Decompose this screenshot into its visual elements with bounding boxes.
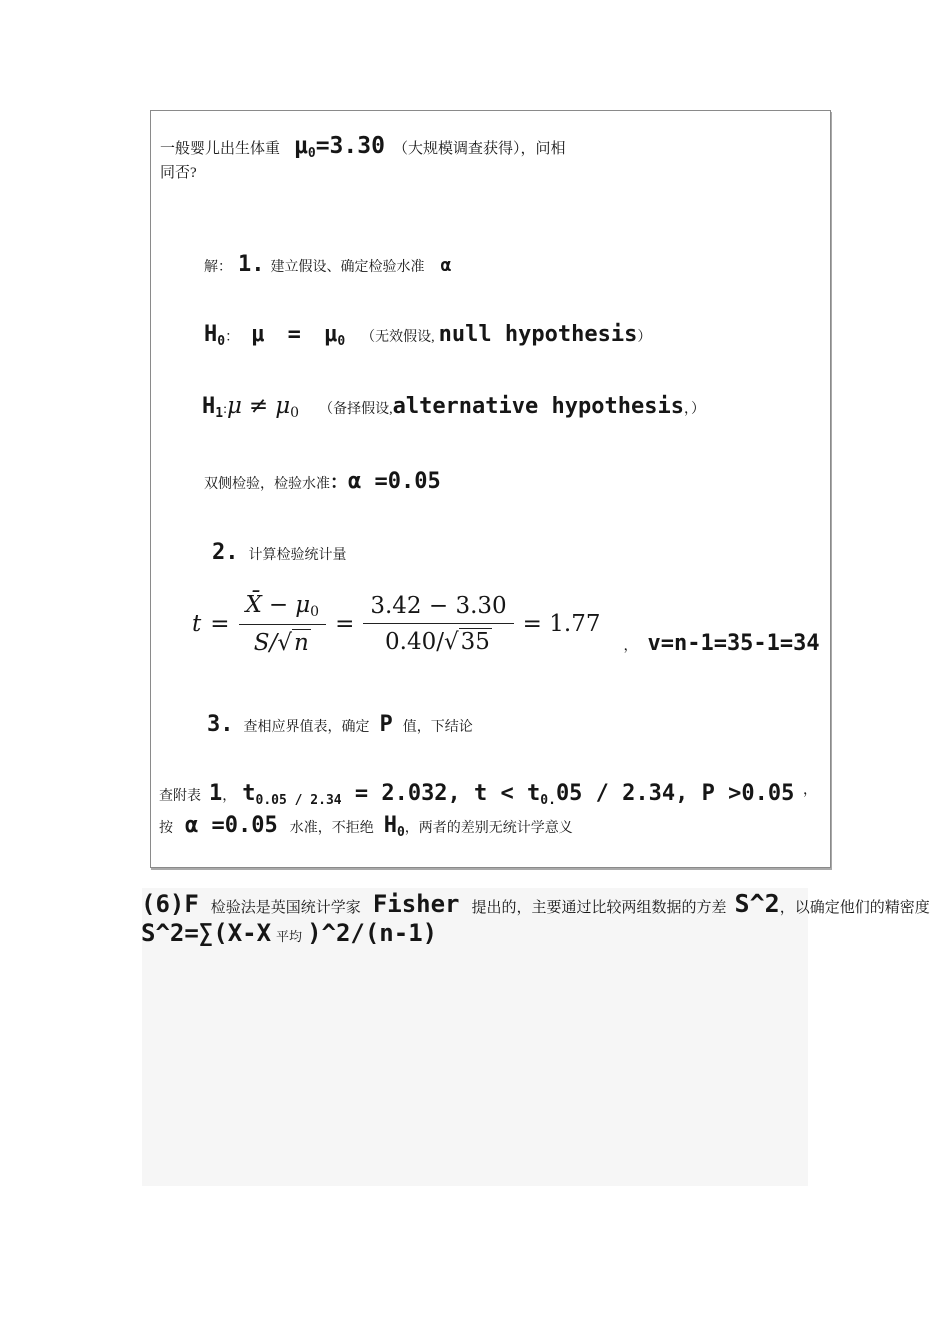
problem-text-line2: 同否? xyxy=(160,165,197,181)
minus-sign: − xyxy=(268,592,289,618)
numeric-numerator: 3.42 − 3.30 xyxy=(363,593,513,624)
solution-label: 解： xyxy=(204,260,232,275)
df-value: v=n-1=35-1=34 xyxy=(647,631,820,656)
t-statistic-formula xyxy=(192,592,820,656)
step1-text: 建立假设、确定检验水准 xyxy=(270,260,425,275)
mu-value: =3.30 xyxy=(315,133,385,159)
f-test-chinese1: 检验法是英国统计学家 xyxy=(210,900,361,916)
numeric-fraction xyxy=(363,593,513,655)
conclusion-alpha: α =0.05 xyxy=(185,813,278,838)
formula-mu-subscript: 0 xyxy=(310,604,320,620)
h1-subscript: 1 xyxy=(215,406,224,421)
numeric-denominator: 0.40/ xyxy=(385,629,445,655)
two-sided-colon: ： xyxy=(330,472,348,492)
problem-suffix: （大规模调查获得），问相 xyxy=(392,141,566,157)
formula-t: t xyxy=(192,611,202,637)
sqrt-35: 35 xyxy=(460,629,490,655)
fisher-name: Fisher xyxy=(372,890,460,918)
t-value-result: = 1.77 xyxy=(522,611,601,637)
step2-heading xyxy=(212,540,347,565)
step3-heading xyxy=(207,712,473,737)
h0-close-paren: ） xyxy=(637,330,652,345)
s-squared-symbol: S^2 xyxy=(734,889,780,918)
hypothesis-h0 xyxy=(204,322,651,349)
t2-subscript: 0. xyxy=(540,793,556,808)
f-test-chinese3: 以确定他们的精密度 xyxy=(794,900,930,916)
not-equal-sign: ≠ xyxy=(248,393,269,419)
h0-colon: ： xyxy=(225,330,240,345)
sqrt-symbol: √ xyxy=(277,630,292,656)
step3-text-before: 查相应界值表，确定 xyxy=(243,720,370,735)
trailing-comma: ， xyxy=(803,783,817,798)
degrees-of-freedom xyxy=(623,631,819,656)
x-bar: X̄ xyxy=(245,592,262,618)
variance-formula xyxy=(141,919,437,947)
conclusion-line xyxy=(159,813,573,840)
h0-subscript: 0 xyxy=(217,334,226,349)
h0-expression: μ = μ xyxy=(251,322,338,347)
step3-number: 3. xyxy=(207,712,234,737)
lookup-comma: ， xyxy=(222,789,237,804)
h1-colon: : xyxy=(223,402,227,417)
alpha-symbol: α xyxy=(440,255,452,276)
h1-letter: H xyxy=(202,394,216,419)
hypothesis-h1 xyxy=(202,393,705,421)
step2-text: 计算检验统计量 xyxy=(248,548,347,563)
alpha-level-value: α =0.05 xyxy=(348,469,441,494)
variance-formula-left: S^2=∑(X-X xyxy=(141,919,272,947)
sqrt-symbol: √ xyxy=(444,629,459,655)
t-critical: t xyxy=(242,781,256,806)
p-value-comparison: 05 / 2.34, P >0.05 xyxy=(555,781,795,806)
s-over: S/ xyxy=(253,630,278,656)
conclusion-h0-subscript: 0 xyxy=(396,825,405,840)
sqrt-n: n xyxy=(293,630,309,656)
appendix-table-number: 1 xyxy=(209,781,223,806)
h1-mu2-subscript: 0 xyxy=(290,405,300,421)
conclusion-h0: H xyxy=(383,813,397,838)
h1-mu1: μ xyxy=(226,393,242,419)
h1-english-term: alternative hypothesis xyxy=(392,394,684,419)
equals-sign: = xyxy=(210,611,230,637)
p-symbol: P xyxy=(379,712,393,737)
table-lookup-line xyxy=(159,781,794,808)
step2-number: 2. xyxy=(212,540,239,565)
h0-chinese-note: （无效假设, xyxy=(361,330,435,345)
f-test-paragraph xyxy=(141,889,930,918)
variance-formula-right: )^2/(n-1) xyxy=(307,919,438,947)
item-6-f-label: (6)F xyxy=(141,890,199,918)
conclusion-prefix: 按 xyxy=(159,821,173,836)
equals-sign: = xyxy=(335,611,355,637)
h0-english-term: null hypothesis xyxy=(438,322,638,347)
conclusion-middle: 水准，不拒绝 xyxy=(289,821,374,836)
step3-text-after: 值，下结论 xyxy=(402,720,473,735)
mean-label: 平均 xyxy=(276,929,303,944)
conclusion-suffix: ，两者的差别无统计学意义 xyxy=(404,821,573,836)
f-test-chinese2: 提出的，主要通过比较两组数据的方差 xyxy=(471,900,727,916)
mu-subscript: 0 xyxy=(307,146,316,161)
problem-text-line1 xyxy=(160,133,565,161)
problem-prefix: 一般婴儿出生体重 xyxy=(160,141,281,157)
lookup-comparison: = 2.032, t < t xyxy=(341,781,541,806)
df-comma: ， xyxy=(623,639,638,654)
h1-comma: ， xyxy=(683,402,691,417)
mu-symbol: μ xyxy=(294,133,308,159)
h1-chinese-note: （备择假设, xyxy=(319,402,393,417)
step1-number: 1. xyxy=(238,252,265,277)
solution-step1 xyxy=(204,252,451,277)
h0-letter: H xyxy=(204,322,218,347)
two-sided-test-line xyxy=(204,468,441,494)
h0-expression-subscript: 0 xyxy=(337,334,346,349)
f-test-comma: ， xyxy=(779,900,795,916)
h1-mu2: μ xyxy=(275,393,291,419)
formula-mu: μ xyxy=(295,592,311,618)
symbolic-fraction xyxy=(239,592,327,656)
h1-close-paren: ） xyxy=(690,402,705,417)
t-critical-subscript: 0.05 / 2.34 xyxy=(255,793,342,808)
lookup-chinese: 查附表 xyxy=(159,789,201,804)
two-sided-text: 双侧检验，检验水准 xyxy=(204,477,330,492)
